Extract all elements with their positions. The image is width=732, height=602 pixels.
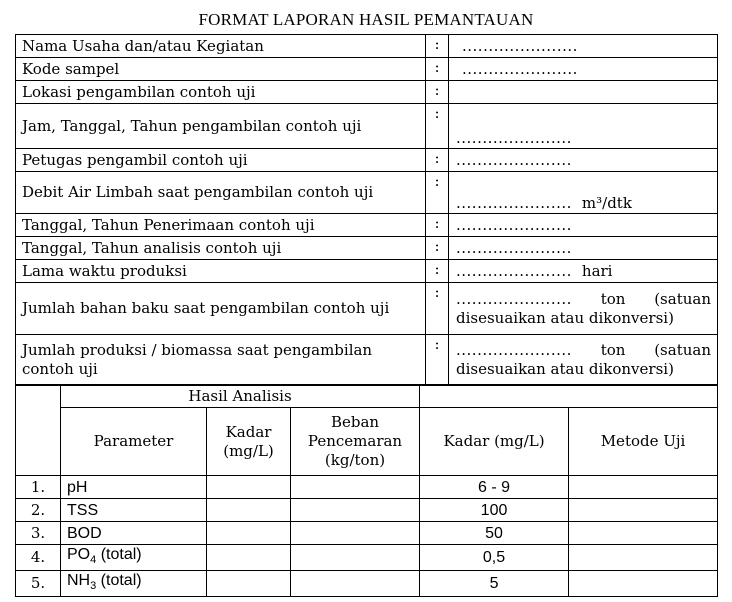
table-row — [16, 545, 718, 571]
analysis-header-row — [16, 408, 718, 476]
header-beban-line3: (kg/ton) — [324, 451, 386, 469]
unit-note-produksi: disesuaikan atau dikonversi) — [456, 359, 674, 378]
cell-beban[interactable] — [291, 476, 420, 499]
blank-kode-sampel[interactable]: ...................... — [462, 59, 578, 78]
parameter-name — [61, 545, 207, 571]
label-tanggal-penerimaan: Tanggal, Tahun Penerimaan contoh uji — [16, 214, 426, 237]
cell-kadar[interactable] — [207, 545, 291, 571]
cell-beban[interactable] — [291, 499, 420, 522]
separator: : — [426, 335, 449, 385]
header-beban-line1: Beban — [330, 413, 380, 431]
cell-baku-mutu: 100 — [420, 499, 569, 522]
info-row-kode-sampel — [16, 58, 718, 81]
table-row — [16, 522, 718, 545]
cell-baku-mutu: 50 — [420, 522, 569, 545]
cell-beban[interactable] — [291, 545, 420, 571]
parameter-name: TSS — [61, 499, 207, 522]
info-row-lokasi — [16, 81, 718, 104]
info-row-petugas — [16, 149, 718, 172]
header-kadar — [207, 408, 291, 476]
info-row-tanggal-analisis — [16, 237, 718, 260]
separator: : — [426, 104, 449, 149]
analysis-title-row — [16, 386, 718, 408]
parameter-suffix: (total) — [96, 572, 142, 590]
parameter-name: BOD — [61, 522, 207, 545]
cell-metode[interactable] — [569, 499, 718, 522]
label-debit: Debit Air Limbah saat pengambilan contoh uji — [16, 172, 426, 214]
parameter-suffix: (total) — [96, 546, 142, 563]
cell-beban[interactable] — [291, 522, 420, 545]
header-kadar-max: Kadar (mg/L) — [420, 408, 569, 476]
cell-baku-mutu: 0,5 — [420, 545, 569, 571]
label-lokasi: Lokasi pengambilan contoh uji — [16, 81, 426, 104]
label-kode-sampel: Kode sampel — [16, 58, 426, 81]
header-beban — [291, 408, 420, 476]
row-number: 4. — [16, 545, 61, 571]
cell-kadar[interactable] — [207, 476, 291, 499]
label-bahan-baku: Jumlah bahan baku saat pengambilan contoh uji — [16, 283, 426, 335]
label-tanggal-analisis: Tanggal, Tahun analisis contoh uji — [16, 237, 426, 260]
info-row-bahan-baku — [16, 283, 718, 335]
cell-metode[interactable] — [569, 522, 718, 545]
analysis-section-title: Hasil Analisis — [61, 386, 420, 408]
parameter-name: pH — [61, 476, 207, 499]
header-beban-line2: Pencemaran — [307, 432, 403, 450]
separator: : — [426, 81, 449, 104]
cell-baku-mutu: 5 — [420, 571, 569, 597]
blank-debit[interactable]: ...................... — [456, 194, 572, 212]
blank-tanggal-penerimaan[interactable]: ...................... — [456, 215, 572, 234]
cell-metode[interactable] — [569, 545, 718, 571]
unit-note-bahan-baku: disesuaikan atau dikonversi) — [456, 308, 674, 327]
blank-produksi[interactable]: ...................... — [456, 340, 572, 359]
separator: : — [426, 214, 449, 237]
unit-bahan-baku-open: (satuan — [654, 289, 711, 308]
table-row — [16, 476, 718, 499]
blank-nama-usaha[interactable]: ...................... — [462, 36, 578, 55]
parameter-subscript: 4 — [90, 554, 97, 567]
cell-kadar[interactable] — [207, 499, 291, 522]
cell-baku-mutu: 6 - 9 — [420, 476, 569, 499]
info-row-produksi — [16, 335, 718, 385]
info-row-lama-waktu — [16, 260, 718, 283]
header-kadar-line1: Kadar — [225, 422, 272, 441]
info-row-debit — [16, 172, 718, 214]
blank-bahan-baku[interactable]: ...................... — [456, 289, 572, 308]
separator: : — [426, 260, 449, 283]
separator: : — [426, 149, 449, 172]
label-lama-waktu: Lama waktu produksi — [16, 260, 426, 283]
unit-debit: m³/dtk — [581, 194, 632, 212]
header-kadar-line2: (mg/L) — [223, 441, 274, 460]
table-row — [16, 499, 718, 522]
row-number: 3. — [16, 522, 61, 545]
row-number: 5. — [16, 571, 61, 597]
table-row — [16, 571, 718, 597]
unit-bahan-baku: ton — [600, 289, 626, 308]
label-produksi: Jumlah produksi / biomassa saat pengambilan contoh uji — [16, 335, 426, 385]
label-nama-usaha: Nama Usaha dan/atau Kegiatan — [16, 35, 426, 58]
row-number: 1. — [16, 476, 61, 499]
parameter-base: NH — [67, 572, 91, 590]
info-table — [15, 34, 718, 385]
cell-metode[interactable] — [569, 476, 718, 499]
info-row-nama-usaha — [16, 35, 718, 58]
info-row-tanggal-penerimaan — [16, 214, 718, 237]
info-row-jam-tanggal — [16, 104, 718, 149]
parameter-name — [61, 571, 207, 597]
blank-tanggal-analisis[interactable]: ...................... — [456, 238, 572, 257]
page-title: FORMAT LAPORAN HASIL PEMANTAUAN — [198, 10, 534, 29]
blank-jam-tanggal[interactable]: ...................... — [456, 129, 572, 147]
unit-produksi: ton — [600, 340, 626, 359]
blank-lokasi[interactable] — [449, 81, 718, 104]
separator: : — [426, 172, 449, 214]
cell-metode[interactable] — [569, 571, 718, 597]
header-metode: Metode Uji — [569, 408, 718, 476]
unit-lama-waktu: hari — [581, 261, 613, 280]
cell-beban[interactable] — [291, 571, 420, 597]
separator: : — [426, 237, 449, 260]
blank-lama-waktu[interactable]: ...................... — [456, 261, 572, 280]
cell-kadar[interactable] — [207, 522, 291, 545]
separator: : — [426, 58, 449, 81]
blank-petugas[interactable]: ...................... — [456, 150, 572, 169]
cell-kadar[interactable] — [207, 571, 291, 597]
separator: : — [426, 283, 449, 335]
unit-produksi-open: (satuan — [654, 340, 711, 359]
header-parameter: Parameter — [61, 408, 207, 476]
separator: : — [426, 35, 449, 58]
parameter-base: PO — [67, 546, 91, 563]
label-jam-tanggal: Jam, Tanggal, Tahun pengambilan contoh uji — [16, 104, 426, 149]
parameter-subscript: 3 — [90, 580, 97, 593]
row-number: 2. — [16, 499, 61, 522]
label-petugas: Petugas pengambil contoh uji — [16, 149, 426, 172]
analysis-table — [15, 385, 718, 597]
